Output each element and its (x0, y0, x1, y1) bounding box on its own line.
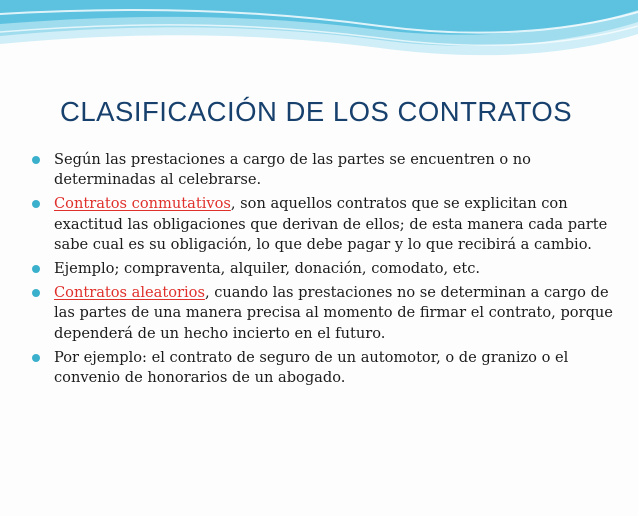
bullet-dot-icon (32, 289, 40, 297)
term-contratos-aleatorios: Contratos aleatorios (54, 284, 205, 302)
bullet-list (32, 150, 628, 392)
bullet-text: Según las prestaciones a cargo de las partes se encuentren o no determinadas al celebrarse. (54, 151, 531, 189)
bullet-text: , cuando las prestaciones no se determinan a cargo de las partes de una manera precisa al momento de firmar el contrato, porque dependerá de un hecho incierto en el futuro. (54, 284, 613, 342)
bullet-dot-icon (32, 200, 40, 208)
list-item (32, 259, 628, 279)
list-item (32, 348, 628, 388)
slide-title: CLASIFICACIÓN DE LOS CONTRATOS (60, 96, 573, 127)
bullet-text: , son aquellos contratos que se explicitan con exactitud las obligaciones que derivan de ellos; de esta manera cada parte sabe cual es su obligación, lo que debe pagar y lo que recibirá a cambio. (54, 195, 608, 253)
bullet-dot-icon (32, 156, 40, 164)
bullet-dot-icon (32, 354, 40, 362)
list-item (32, 150, 628, 190)
list-item (32, 283, 628, 344)
bullet-text: Por ejemplo: el contrato de seguro de un automotor, o de granizo o el convenio de honorarios de un abogado. (54, 348, 569, 387)
bullet-dot-icon (32, 265, 40, 273)
bullet-text: Ejemplo; compraventa, alquiler, donación, comodato, etc. (54, 260, 481, 278)
wave-decoration (0, 0, 638, 80)
term-contratos-conmutativos: Contratos conmutativos (54, 195, 231, 213)
list-item (32, 194, 628, 255)
